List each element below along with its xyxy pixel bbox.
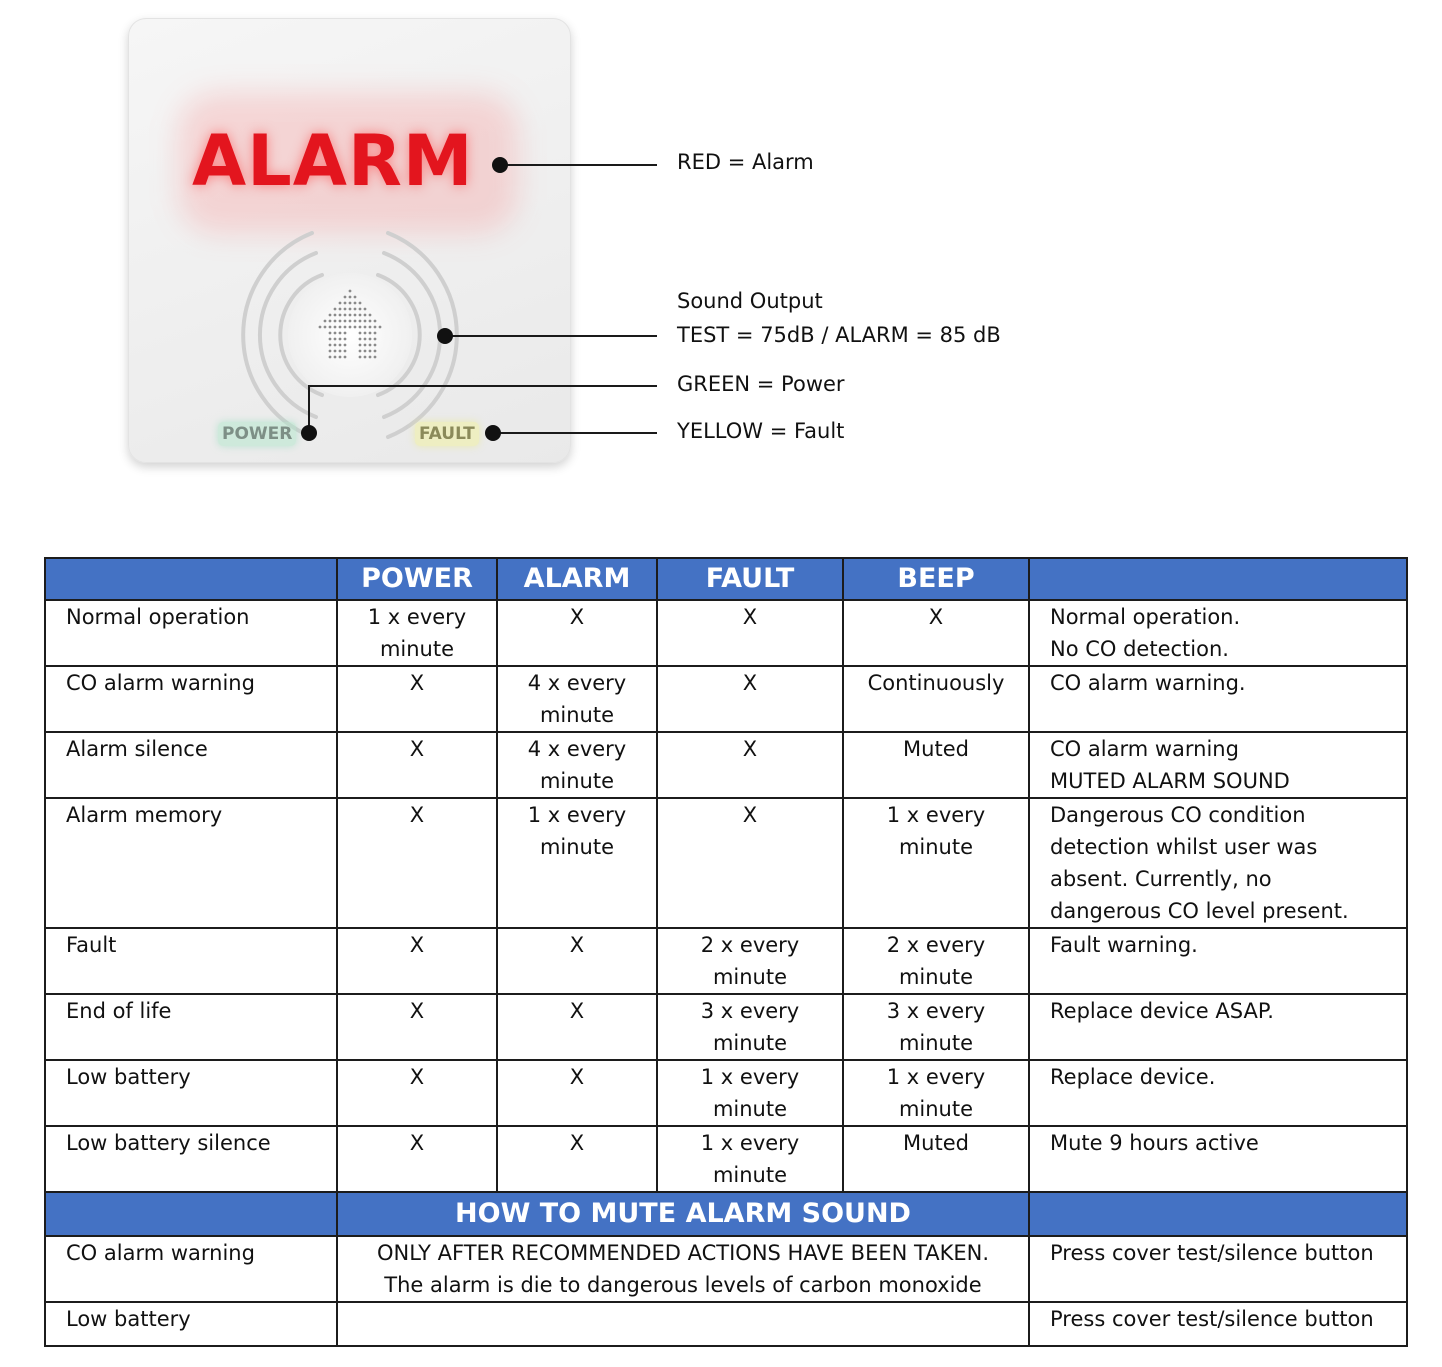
power-cell xyxy=(337,1060,497,1126)
description-cell-line: CO alarm warning. xyxy=(1050,671,1246,695)
alarm-cell xyxy=(497,666,657,732)
mute-state-cell: Low battery xyxy=(45,1302,337,1346)
fault-cell xyxy=(657,994,843,1060)
alarm-cell xyxy=(497,1060,657,1126)
beep-cell-line: minute xyxy=(898,1097,974,1121)
indicator-status-table xyxy=(44,557,1408,1347)
alarm-cell-line: 4 x every xyxy=(527,737,627,761)
alarm-cell-line: X xyxy=(569,933,585,957)
mute-section-title: HOW TO MUTE ALARM SOUND xyxy=(337,1192,1029,1236)
alarm-cell-line: X xyxy=(569,1131,585,1155)
beep-cell xyxy=(843,1060,1029,1126)
state-cell: Alarm silence xyxy=(45,732,337,798)
fault-cell-line: 1 x every xyxy=(700,1131,800,1155)
beep-cell-line: minute xyxy=(898,835,974,859)
fault-cell-line: minute xyxy=(712,1163,788,1187)
description-cell xyxy=(1029,928,1407,994)
alarm-cell xyxy=(497,732,657,798)
table-row xyxy=(45,600,1407,666)
description-cell-line: detection whilst user was xyxy=(1050,835,1318,859)
mute-row xyxy=(45,1236,1407,1302)
state-cell: CO alarm warning xyxy=(45,666,337,732)
beep-cell-line: 2 x every xyxy=(886,933,986,957)
alarm-cell-line: 4 x every xyxy=(527,671,627,695)
description-cell-line: MUTED ALARM SOUND xyxy=(1050,769,1290,793)
callout-yellow-fault: YELLOW = Fault xyxy=(677,419,845,443)
beep-cell xyxy=(843,732,1029,798)
power-cell-line: minute xyxy=(379,637,455,661)
header-state xyxy=(45,558,337,600)
description-cell-line: Mute 9 hours active xyxy=(1050,1131,1259,1155)
fault-cell xyxy=(657,928,843,994)
sound-callout-dot xyxy=(437,328,453,344)
alarm-cell xyxy=(497,1126,657,1192)
callout-green-power: GREEN = Power xyxy=(677,372,845,396)
beep-cell xyxy=(843,666,1029,732)
beep-cell-line: X xyxy=(928,605,944,629)
mute-action-cell: Press cover test/silence button xyxy=(1029,1302,1407,1346)
alarm-indicator-label: ALARM xyxy=(192,120,474,202)
alarm-cell xyxy=(497,994,657,1060)
callout-sound-title: Sound Output xyxy=(677,289,823,313)
table-row xyxy=(45,732,1407,798)
alarm-cell-line: X xyxy=(569,999,585,1023)
description-cell-line: CO alarm warning xyxy=(1050,737,1239,761)
fault-cell-line: X xyxy=(742,737,758,761)
header-beep: BEEP xyxy=(843,558,1029,600)
table-row xyxy=(45,1060,1407,1126)
fault-cell-line: minute xyxy=(712,1031,788,1055)
power-cell xyxy=(337,994,497,1060)
power-cell xyxy=(337,928,497,994)
fault-cell-line: X xyxy=(742,605,758,629)
beep-cell xyxy=(843,928,1029,994)
power-cell-line: X xyxy=(409,671,425,695)
alarm-cell-line: X xyxy=(569,605,585,629)
fault-cell-line: minute xyxy=(712,1097,788,1121)
table-row xyxy=(45,994,1407,1060)
description-cell-line: absent. Currently, no xyxy=(1050,867,1272,891)
power-cell-line: X xyxy=(409,1131,425,1155)
beep-cell-line: 1 x every xyxy=(886,803,986,827)
description-cell xyxy=(1029,798,1407,928)
alarm-callout-dot xyxy=(492,157,508,173)
power-cell-line: X xyxy=(409,999,425,1023)
description-cell xyxy=(1029,732,1407,798)
state-cell: Alarm memory xyxy=(45,798,337,928)
mute-note-cell xyxy=(337,1302,1029,1346)
beep-cell-line: minute xyxy=(898,1031,974,1055)
alarm-cell xyxy=(497,600,657,666)
fault-cell xyxy=(657,1060,843,1126)
mute-note-line: ONLY AFTER RECOMMENDED ACTIONS HAVE BEEN TAKEN. xyxy=(376,1241,989,1265)
mute-note-line: The alarm is die to dangerous levels of carbon monoxide xyxy=(384,1273,982,1297)
callout-lines xyxy=(0,0,700,480)
beep-cell-line: Continuously xyxy=(867,671,1005,695)
fault-cell-line: 3 x every xyxy=(700,999,800,1023)
description-cell-line: Dangerous CO condition xyxy=(1050,803,1306,827)
table-row xyxy=(45,1126,1407,1192)
beep-cell-line: Muted xyxy=(903,1131,969,1155)
power-cell xyxy=(337,1126,497,1192)
beep-cell xyxy=(843,994,1029,1060)
fault-callout-dot xyxy=(485,425,501,441)
fault-cell-line: X xyxy=(742,671,758,695)
beep-cell-line: 1 x every xyxy=(886,1065,986,1089)
beep-cell xyxy=(843,1126,1029,1192)
description-cell-line: Replace device ASAP. xyxy=(1050,999,1274,1023)
power-cell-line: X xyxy=(409,737,425,761)
mute-note-cell xyxy=(337,1236,1029,1302)
description-cell xyxy=(1029,666,1407,732)
beep-cell-line: Muted xyxy=(903,737,969,761)
alarm-cell xyxy=(497,928,657,994)
power-cell-line: 1 x every xyxy=(367,605,467,629)
fault-cell-line: X xyxy=(742,803,758,827)
fault-cell xyxy=(657,732,843,798)
state-cell: Low battery silence xyxy=(45,1126,337,1192)
state-cell: Normal operation xyxy=(45,600,337,666)
fault-cell xyxy=(657,666,843,732)
mute-section-header xyxy=(45,1192,1407,1236)
alarm-cell-line: minute xyxy=(539,835,615,859)
fault-led-label: FAULT xyxy=(415,422,479,446)
header-alarm: ALARM xyxy=(497,558,657,600)
fault-cell xyxy=(657,1126,843,1192)
power-callout-dot xyxy=(301,425,317,441)
state-cell: Low battery xyxy=(45,1060,337,1126)
fault-cell xyxy=(657,798,843,928)
header-description xyxy=(1029,558,1407,600)
header-power: POWER xyxy=(337,558,497,600)
fault-cell-line: minute xyxy=(712,965,788,989)
table-header-row xyxy=(45,558,1407,600)
callout-red-alarm: RED = Alarm xyxy=(677,150,814,174)
power-cell xyxy=(337,798,497,928)
description-cell-line: dangerous CO level present. xyxy=(1050,899,1349,923)
description-cell-line: Fault warning. xyxy=(1050,933,1198,957)
beep-cell xyxy=(843,600,1029,666)
alarm-cell-line: minute xyxy=(539,769,615,793)
alarm-cell-line: 1 x every xyxy=(527,803,627,827)
state-cell: Fault xyxy=(45,928,337,994)
mute-state-cell: CO alarm warning xyxy=(45,1236,337,1302)
power-led-label: POWER xyxy=(218,422,296,446)
power-cell-line: X xyxy=(409,933,425,957)
description-cell xyxy=(1029,1126,1407,1192)
beep-cell-line: minute xyxy=(898,965,974,989)
state-cell: End of life xyxy=(45,994,337,1060)
description-cell xyxy=(1029,994,1407,1060)
description-cell-line: Replace device. xyxy=(1050,1065,1216,1089)
description-cell xyxy=(1029,600,1407,666)
table-row xyxy=(45,666,1407,732)
header-fault: FAULT xyxy=(657,558,843,600)
power-cell xyxy=(337,732,497,798)
power-cell xyxy=(337,600,497,666)
power-cell-line: X xyxy=(409,803,425,827)
beep-cell xyxy=(843,798,1029,928)
power-cell-line: X xyxy=(409,1065,425,1089)
beep-cell-line: 3 x every xyxy=(886,999,986,1023)
alarm-cell xyxy=(497,798,657,928)
description-cell xyxy=(1029,1060,1407,1126)
alarm-cell-line: minute xyxy=(539,703,615,727)
table-row xyxy=(45,928,1407,994)
fault-cell-line: 1 x every xyxy=(700,1065,800,1089)
fault-cell xyxy=(657,600,843,666)
description-cell-line: No CO detection. xyxy=(1050,637,1229,661)
power-cell xyxy=(337,666,497,732)
description-cell-line: Normal operation. xyxy=(1050,605,1241,629)
alarm-cell-line: X xyxy=(569,1065,585,1089)
fault-cell-line: 2 x every xyxy=(700,933,800,957)
table-row xyxy=(45,798,1407,928)
mute-action-cell: Press cover test/silence button xyxy=(1029,1236,1407,1302)
mute-row xyxy=(45,1302,1407,1346)
callout-sound-levels: TEST = 75dB / ALARM = 85 dB xyxy=(677,323,1001,347)
